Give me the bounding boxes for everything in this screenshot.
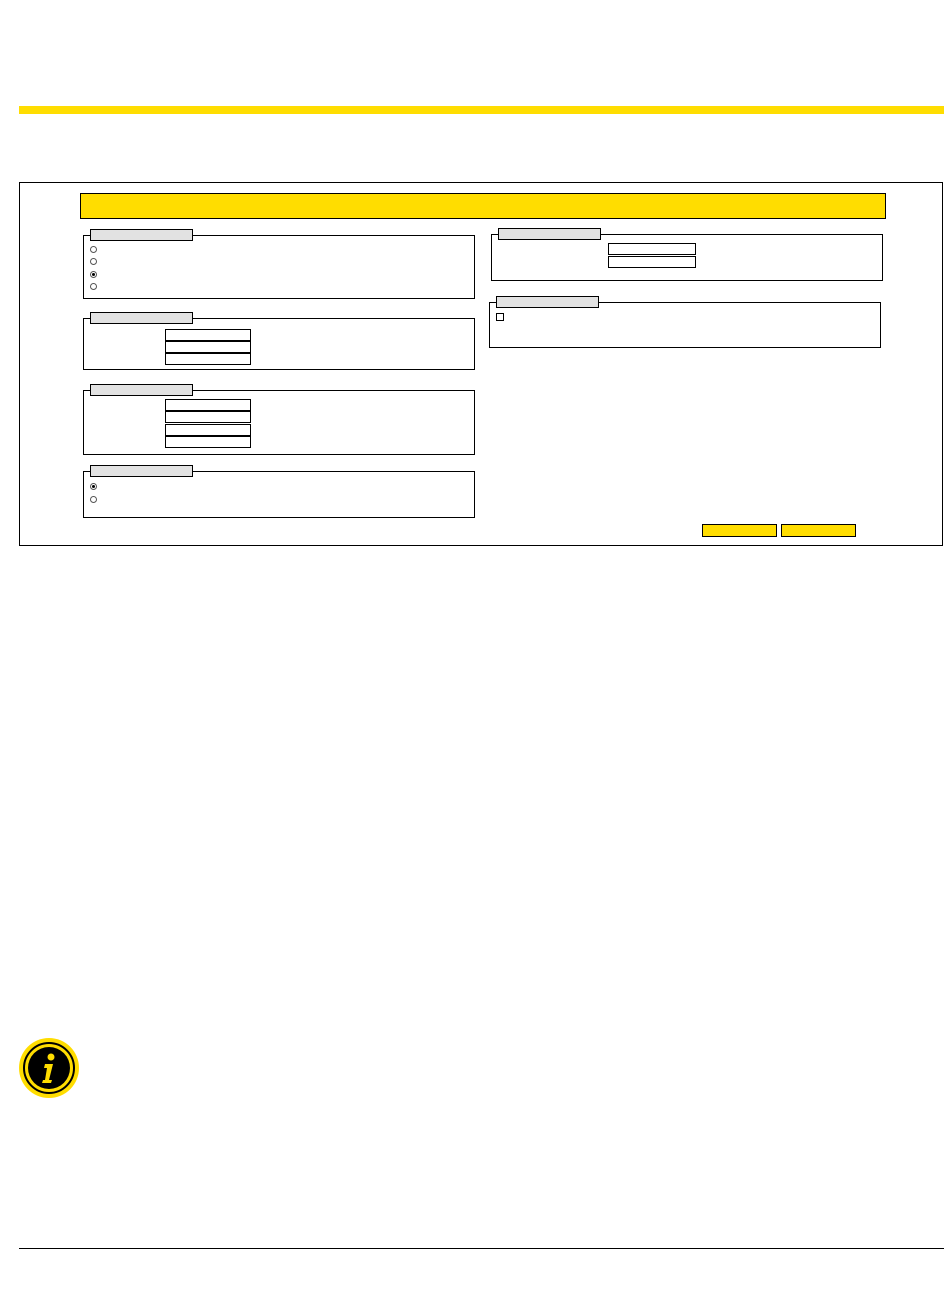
- fields-group-b-legend: [90, 384, 193, 396]
- text-field[interactable]: [608, 243, 696, 255]
- text-field[interactable]: [165, 436, 251, 448]
- mode-group: [83, 235, 475, 299]
- fields-group-a: [83, 318, 475, 370]
- radio-button-selected[interactable]: [90, 271, 97, 278]
- settings-dialog: [19, 182, 943, 546]
- mode-option-2[interactable]: [90, 255, 103, 267]
- text-field[interactable]: [608, 256, 696, 268]
- fields-group-c-legend: [498, 228, 601, 240]
- footer-rule: [19, 1248, 944, 1249]
- confirm-button[interactable]: [702, 524, 777, 537]
- option-group: [83, 471, 475, 518]
- checkbox-group: [489, 302, 881, 348]
- text-field[interactable]: [165, 353, 251, 365]
- fields-group-b: [83, 390, 475, 455]
- option-checkbox[interactable]: [496, 313, 504, 321]
- header-accent-bar: [19, 106, 944, 114]
- radio-button[interactable]: [90, 246, 97, 253]
- text-field[interactable]: [165, 424, 251, 436]
- radio-button[interactable]: [90, 258, 97, 265]
- dialog-title: [80, 193, 886, 219]
- info-icon: [18, 1037, 80, 1099]
- radio-button[interactable]: [90, 283, 97, 290]
- text-field[interactable]: [165, 411, 251, 423]
- option-2[interactable]: [90, 493, 103, 505]
- mode-option-1[interactable]: [90, 243, 103, 255]
- checkbox-group-legend: [496, 296, 599, 308]
- option-1[interactable]: [90, 480, 103, 492]
- radio-button-selected[interactable]: [90, 483, 97, 490]
- mode-option-3[interactable]: [90, 268, 103, 280]
- fields-group-a-legend: [90, 312, 193, 324]
- fields-group-c: [491, 234, 883, 281]
- radio-button[interactable]: [90, 496, 97, 503]
- mode-group-legend: [90, 229, 193, 241]
- mode-option-4[interactable]: [90, 280, 103, 292]
- text-field[interactable]: [165, 341, 251, 353]
- option-group-legend: [90, 465, 193, 477]
- cancel-button[interactable]: [781, 524, 856, 537]
- text-field[interactable]: [165, 399, 251, 411]
- text-field[interactable]: [165, 329, 251, 341]
